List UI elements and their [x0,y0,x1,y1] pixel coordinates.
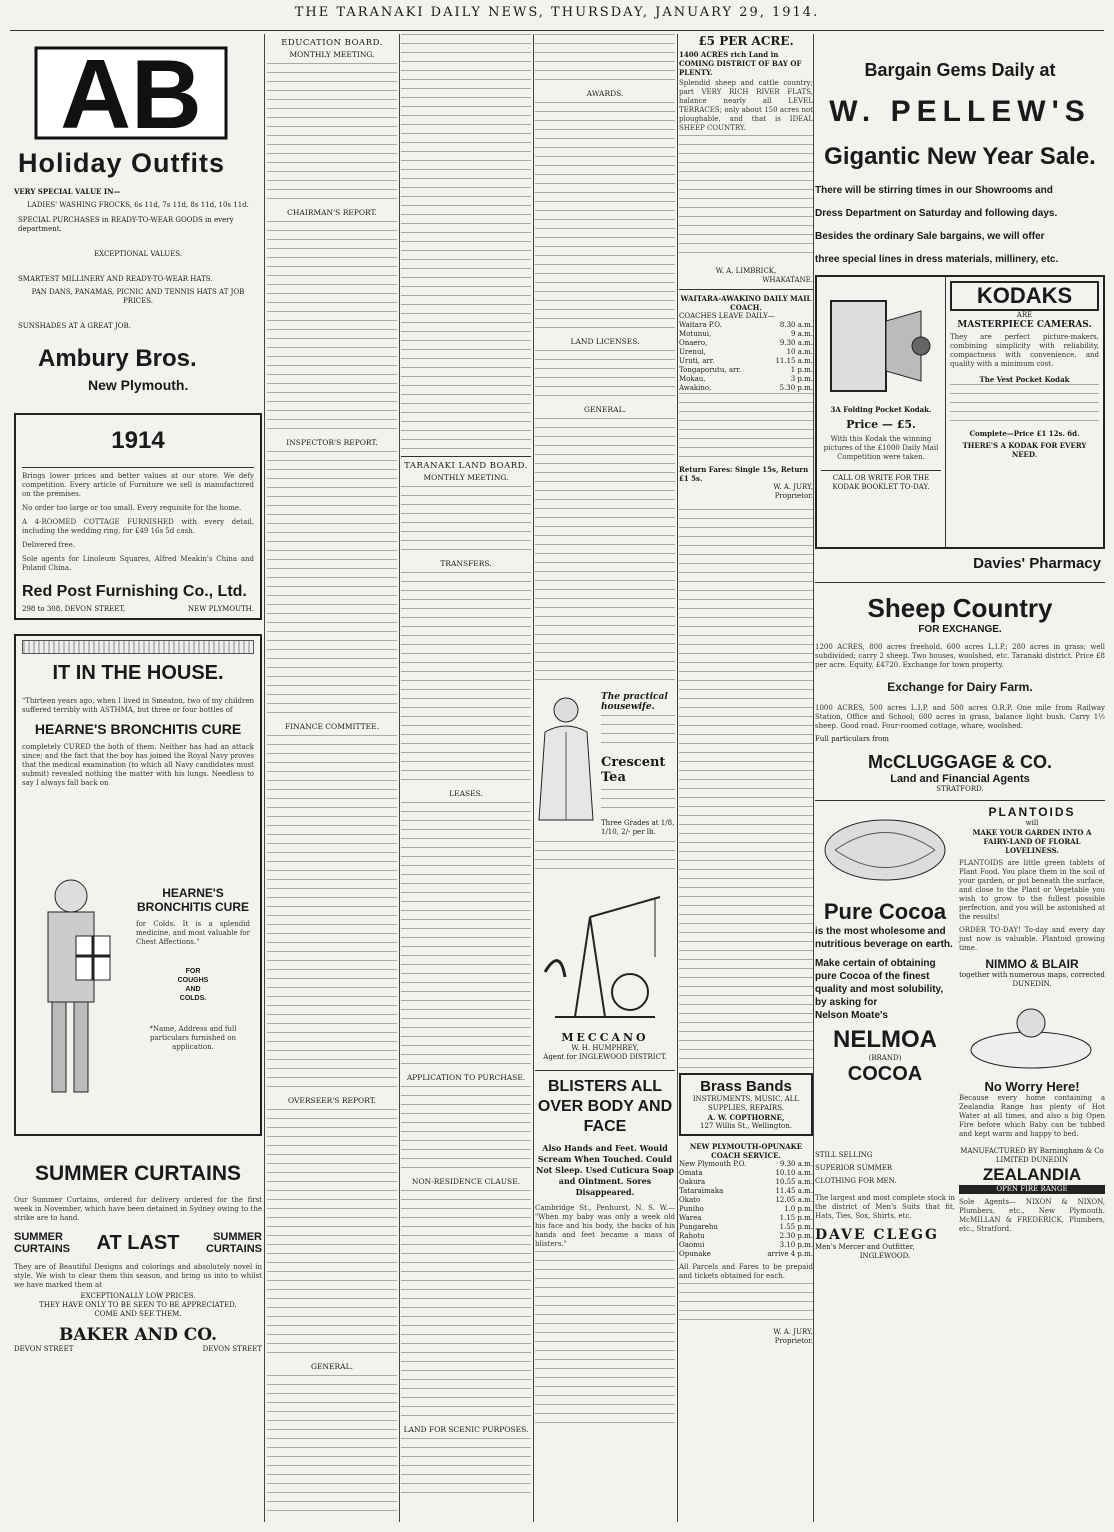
kodak-every: THERE'S A KODAK FOR EVERY NEED. [962,441,1087,459]
baker-text: Our Summer Curtains, ordered for delivery ordered for the first week in November, which have been detained in Sydney owing to the strike are to hand. [14,1196,262,1222]
plantoids-tag: MAKE YOUR GARDEN INTO A FAIRY-LAND OF FLORAL LOVELINESS. [972,828,1092,855]
np-owner: W. A. JURY, [773,1328,813,1336]
zealandia-mfr: MANUFACTURED BY Barningham & Co LIMITED DUNEDIN [960,1147,1104,1164]
news-text-block [267,221,397,437]
timetable-stop: Tongaporutu, arr. [679,366,742,374]
np-coach-heading: NEW PLYMOUTH-OPUNAKE COACH SERVICE. [689,1142,803,1160]
pellew-text: Dress Department on Saturday and following days. [815,208,1058,219]
dairy-body: 1000 ACRES, 500 acres L.I.P. and 500 acres O.R.P. One mile from Railway Station, Office and School; 600 acres in grass, balance light bush. Carry 1½ sheep. Good road. Four-roomed cottage, whare, woolshed. [815,704,1105,730]
timetable-stop: Waitara P.O. [679,321,722,329]
timetable-row [679,321,813,330]
section-subheading: CHAIRMAN'S REPORT. [287,208,377,217]
hearne-for: FOR [185,968,201,975]
timetable-row [679,1232,813,1241]
brass-sub: INSTRUMENTS, MUSIC, ALL SUPPLIES, REPAIRS. [692,1095,800,1112]
section-heading: EDUCATION BOARD. [281,38,383,48]
land-lead: 1400 ACRES rich Land in COMING DISTRICT OF BAY OF PLENTY. [679,50,802,77]
news-text-block [535,1251,675,1431]
ab-line: SMARTEST MILLINERY AND READY-TO-WEAR HATS. [18,275,213,283]
ab-line: EXCEPTIONAL VALUES. [93,250,183,258]
hearne-note: *Name, Address and full particulars furnished on application. [149,1025,237,1051]
worry-heading: No Worry Here! [984,1079,1080,1094]
baker-text: COME AND SEE THEM. [94,1310,182,1318]
news-text-block [601,789,675,816]
column-awards [535,34,675,1518]
news-text-block [267,1109,397,1361]
masthead: THE TARANAKI DAILY NEWS, THURSDAY, JANUARY 29, 1914. [294,5,820,20]
baker-addr: DEVON STREET [202,1345,262,1353]
timetable-time: 9.30 a.m. [779,339,813,347]
column-rule [533,34,534,1522]
news-text-block [679,1283,813,1328]
land-body: Splendid sheep and cattle country; part VERY RICH RIVER FLATS, balance nearly all LEVEL TERRACES; only about 150 acres not ploughable, and that is IDEAL SHEEP COUNTRY. [679,79,813,132]
section-subheading: APPLICATION TO PURCHASE. [406,1073,526,1082]
timetable-time: 9.30 a.m. [779,1160,813,1168]
meccano-crane-illustration [535,877,675,1027]
timetable-stop: Rahotu [679,1232,705,1240]
baker-right: SUMMER CURTAINS [205,1231,262,1255]
coach-subheading: COACHES LEAVE DAILY— [679,312,775,320]
hearne-quote: "Thirteen years ago, when I lived in Smeaton, two of my children suffered terribly with ASTHMA, but three or four bottles of [22,697,254,714]
timetable-row [679,1169,813,1178]
nelmoa-cocoa: COCOA [847,1063,923,1085]
timetable-time: 11.15 a.m. [775,357,813,365]
baker-title: SUMMER CURTAINS [34,1162,242,1185]
np-note: All Parcels and Fares to be prepaid and tickets obtained for each. [679,1263,813,1280]
zealandia-agents: Sole Agents— NIXON & NIXON, Plumbers, etc., New Plymouth. McMILLAN & FREDERICK, Plumbers, etc., Stratford. [959,1198,1105,1233]
hearne-colds: COLDS. [179,995,207,1002]
divider [22,467,254,468]
timetable-row [679,357,813,366]
section-subheading: GENERAL. [584,405,626,414]
section-subheading: INSPECTOR'S REPORT. [286,438,378,447]
dairy-more: Full particulars from [815,735,889,743]
np-prop: Proprietor. [774,1337,813,1345]
kodaks-are: ARE [1016,311,1033,319]
baker-mid: AT LAST [96,1231,180,1254]
timetable-time: 9 a.m. [791,330,813,338]
timetable-time: 3.10 p.m. [779,1241,813,1249]
news-text-block [679,393,813,465]
divider [535,1070,675,1071]
knight-illustration [26,866,116,1116]
timetable-time: 5.30 p.m. [779,384,813,392]
coach-heading: WAITARA-AWAKINO DAILY MAIL COACH. [680,294,812,312]
divider [401,456,531,457]
section-subheading: FINANCE COMMITTEE. [285,722,379,731]
column-rule [813,34,814,1522]
news-text-block [601,715,675,751]
news-text-block [535,34,675,88]
news-text-block [267,63,397,207]
per-acre-heading: £5 PER ACRE. [698,34,794,48]
dave-clegg: DAVE CLEGG [815,1227,939,1243]
baker-ad [14,1162,262,1354]
cocoa-pod-illustration [815,805,955,895]
news-text-block [950,384,1099,429]
plantoids-will: will [1025,819,1039,827]
kodaks-body: They are perfect picture-makers, combining simplicity with reliability, compactness with convenience, and quality with a minimum cost. [950,333,1099,368]
plantoids-order: ORDER TO-DAY! To-day and every day just now is valuable. Plantoid growing time. [959,926,1105,952]
red-post-text: No order too large or too small. Every requisite for the home. [22,504,242,512]
timetable-row [679,339,813,348]
section-subheading: TRANSFERS. [440,559,492,568]
baker-addr: DEVON STREET [14,1345,74,1353]
pellew-text: There will be stirring times in our Showrooms and [815,185,1053,196]
section-subheading: MONTHLY MEETING. [423,473,509,482]
timetable-row [679,1241,813,1250]
section-subheading: GENERAL. [311,1362,353,1371]
coach-prop: Proprietor. [774,492,813,500]
column-education-board [267,34,397,1518]
nimmo-sub: together with numerous maps, corrected [959,971,1105,979]
news-text-block [535,350,675,404]
kodak-call: CALL OR WRITE FOR THE KODAK BOOKLET TO-DAY. [821,470,941,492]
column-ads-left [14,34,262,1518]
section-subheading: LEASES. [449,789,483,798]
timetable-row [679,375,813,384]
still-text: SUPERIOR SUMMER [815,1164,893,1172]
timetable-stop: Pungarehu [679,1223,718,1231]
timetable-row [679,384,813,393]
pellew-heading: W. PELLEW'S [829,95,1091,128]
hearne-side: for Colds. It is a splendid medicine, and most valuable for Chest Affections." [136,920,250,946]
dave-sub: Men's Mercer and Outfitter, [815,1243,915,1251]
hearne-ad [14,634,262,1136]
section-subheading: NON-RESIDENCE CLAUSE. [411,1177,521,1186]
worry-body: Because every home containing a Zealandia Range has plenty of Hot Water at all times, and also a big Open Fire before which Baby can be tubbed and kept warm and happy to bed. [959,1094,1105,1138]
timetable-time: 11.45 a.m. [775,1187,813,1195]
cocoa-text: Nelson Moate's [815,1010,888,1021]
news-text-block [267,451,397,721]
red-post-text: Delivered free. [22,541,75,549]
column-land-board [401,34,531,1518]
section-subheading: MONTHLY MEETING. [289,50,375,59]
section-subheading: LAND LICENSES. [570,337,640,346]
book-title: The practical housewife. [601,692,668,712]
timetable-time: 1.15 p.m. [779,1214,813,1222]
kodaks-title: KODAKS [950,281,1099,311]
baker-left: SUMMER CURTAINS [14,1231,71,1255]
news-text-block [401,34,531,452]
section-subheading: OVERSEER'S REPORT. [288,1096,376,1105]
mccluggage-heading: McCLUGGAGE & CO. [867,752,1052,772]
timetable-row [679,348,813,357]
masthead-rule [10,30,1104,31]
land-agent-town: WHAKATANE. [762,276,813,284]
brass-title: Brass Bands [700,1078,792,1095]
ambury-firm: Ambury Bros. [38,345,197,372]
brass-addr: 127 Willis St., Wellington. [700,1122,792,1130]
np-coach-timetable [679,1160,813,1259]
timetable-time: 1.0 p.m. [784,1205,813,1213]
kodak-model: 3A Folding Pocket Kodak. [830,405,932,414]
timetable-stop: Oaonui [679,1241,705,1249]
timetable-time: 1.55 p.m. [779,1223,813,1231]
timetable-row [679,366,813,375]
pellew-text: three special lines in dress materials, millinery, etc. [815,254,1059,265]
timetable-stop: Oakura [679,1178,706,1186]
baby-bath-illustration [959,995,1103,1075]
kodak-price: Price — £5. [846,418,916,431]
baker-text: They are of Beautiful Designs and colorings and absolutely novel in style. We wish to clear them this season, and bring us into to whilst we have marked them at [14,1263,262,1289]
still-text: The largest and most complete stock in the district of Men's Suits that fit, Hats, Ties, Sox, Shirts, etc. [815,1194,955,1220]
mccluggage-sub: Land and Financial Agents [890,773,1030,785]
cuticura-text: Cambridge St., Penhurst, N. S. W.— "When my baby was only a week old his face and his body, the backs of his hands and feet became a mass of blisters." [535,1204,675,1248]
meccano-sub: Agent for INGLEWOOD DISTRICT. [543,1053,667,1061]
cocoa-text: Make certain of obtaining pure Cocoa of the finest quality and most solubility, by asking for [815,958,944,1008]
timetable-time: 10 a.m. [786,348,813,356]
column-ads-right [815,34,1105,1518]
news-text-block [535,841,675,877]
cocoa-title: Pure Cocoa [823,899,947,924]
meccano-title: MECCANO [561,1031,649,1044]
davies-pharmacy: Davies' Pharmacy [973,555,1101,572]
baker-text: THEY HAVE ONLY TO BE SEEN TO BE APPRECIATED. [39,1301,237,1309]
timetable-time: 10.55 a.m. [775,1178,813,1186]
timetable-stop: Uruti, arr. [679,357,715,365]
timetable-time: 8.30 a.m. [779,321,813,329]
housewife-illustration [535,692,597,822]
timetable-stop: Motunui, [679,330,712,338]
section-subheading: LAND FOR SCENIC PURPOSES. [403,1425,529,1434]
pellew-text: Besides the ordinary Sale bargains, we will offer [815,231,1045,242]
zealandia-title: ZEALANDIA [982,1165,1082,1184]
kodak-vest-price: Complete—Price £1 12s. 6d. [969,429,1080,438]
column-land-coaches [679,34,813,1518]
kodak-ad [815,275,1105,549]
brass-firm: A. W. COPTHORNE, [707,1113,785,1122]
hearne-product-2: HEARNE'S BRONCHITIS CURE [136,886,249,914]
timetable-stop: Onaero, [679,339,708,347]
news-text-block [401,1086,531,1176]
tea-price: Three Grades at 1/8, 1/10, 2/- per lb. [601,819,675,836]
blisters-sub: Also Hands and Feet. Would Scream When Touched. Could Not Sleep. Used Cuticura Soap and Ointment. Sores Disappeared. [536,1143,674,1197]
ab-line: SPECIAL PURCHASES in READY-TO-WEAR GOODS in every department. [18,216,234,233]
divider [815,582,1105,583]
timetable-row [679,1196,813,1205]
zealandia-range: OPEN FIRE RANGE [959,1185,1105,1194]
column-rule [399,34,400,1522]
timetable-row [679,1214,813,1223]
camera-illustration [821,281,931,401]
timetable-time: 1 p.m. [790,366,813,374]
nimmo-town: DUNEDIN. [1012,980,1052,988]
ab-logo [34,42,234,142]
news-text-block [401,802,531,1072]
hearne-title: IT IN THE HOUSE. [52,662,224,684]
section-subheading: AWARDS. [586,89,624,98]
divider [815,800,1105,801]
blisters-title: BLISTERS ALL OVER BODY AND FACE [537,1078,673,1135]
timetable-stop: Urenui, [679,348,706,356]
kodak-note: With this Kodak the winning pictures of the £1000 Daily Mail Competition were taken. [823,435,939,461]
kodaks-sub: MASTERPIECE CAMERAS. [957,320,1092,330]
news-text-block [267,1375,397,1518]
red-post-text: Sole agents for Linoleum Squares, Alfred Meakin's China and Poland China. [22,555,254,572]
timetable-stop: Opunake [679,1250,711,1258]
land-agent: W. A. LIMBRICK, [715,267,777,275]
red-post-year: 1914 [111,427,165,454]
nelmoa-brand: NELMOA [833,1026,937,1053]
hearne-product: HEARNE'S BRONCHITIS CURE [34,721,242,737]
news-text-block [679,509,813,1069]
crescent-tea: Crescent Tea [601,755,666,785]
timetable-row [679,1223,813,1232]
timetable-row [679,330,813,339]
timetable-row [679,1178,813,1187]
section-heading: TARANAKI LAND BOARD. [404,461,528,471]
news-text-block [401,1190,531,1424]
hearne-body: completely CURED the both of them. Neither has had an attack since; and the fact that the boy has joined the Royal Navy proves that the medical examination (to which all Navy candidates must submit) revealed nothing the matter with his lungs. Needless to say I always fall back on [22,743,254,787]
ab-line: VERY SPECIAL VALUE IN— [14,187,121,196]
mccluggage-town: STRATFORD. [936,785,984,793]
ab-line: PAN DANS, PANAMAS, PICNIC AND TENNIS HATS AT JOB PRICES. [31,288,245,305]
timetable-stop: Okato [679,1196,701,1204]
dave-town: INGLEWOOD. [859,1252,911,1260]
timetable-time: arrive 4 p.m. [767,1250,813,1258]
news-text-block [401,1438,531,1498]
ab-line: LADIES' WASHING FROCKS, 6s 11d, 7s 11d, 8s 11d, 10s 11d. [27,201,249,209]
coach-timetable [679,321,813,393]
news-text-block [535,102,675,336]
cocoa-text: is the most wholesome and nutritious beverage on earth. [815,926,953,950]
timetable-row [679,1160,813,1169]
timetable-time: 12.05 a.m. [775,1196,813,1204]
bargain-heading: Bargain Gems Daily at [864,60,1056,80]
meccano-agent: W. H. HUMPHREY, [571,1044,639,1052]
ab-headline: Holiday Outfits [18,148,226,178]
plantoids-body: PLANTOIDS are little green tablets of Plant Food. You place them in the soil of your garden, or put beneath the surface, and close to the Plant or Vegetable you wish to grow to the fullest possible perfection, and you will be astonished at the results! [959,859,1105,921]
ambury-town: New Plymouth. [88,377,189,393]
red-post-text: Brings lower prices and better values at our store. We defy competition. Every article of Furniture we sell is manufactured on the premises. [22,472,254,498]
news-text-block [401,486,531,558]
timetable-row [679,1187,813,1196]
hearne-and: AND [185,986,201,993]
news-text-block [535,418,675,688]
coach-fare: Return Fares: Single 15s, Return £1 5s. [679,465,809,483]
timetable-stop: Omata [679,1169,703,1177]
timetable-time: 10.10 a.m. [775,1169,813,1177]
news-text-block [401,572,531,788]
baker-firm: BAKER AND CO. [59,1325,217,1345]
divider [679,289,813,290]
news-text-block [679,135,813,261]
red-post-address: 298 to 308, DEVON STREET, [22,605,126,613]
red-post-firm: Red Post Furnishing Co., Ltd. [22,583,247,600]
timetable-time: 2.30 p.m. [779,1232,813,1240]
sheep-body: 1200 ACRES, 800 acres freehold, 600 acres L.I.P.; 280 acres in grass; well subdivided; carry 2 sheep. Two houses, woolshed, etc. Taranaki district. Price £8 per acre. Equity, £4720. Exchange for town property. [815,643,1105,669]
timetable-stop: Awakino, [679,384,712,392]
red-post-ad [14,413,262,620]
timetable-row [679,1250,813,1259]
hearne-coughs: COUGHS [177,977,209,984]
book-illustration [535,692,675,837]
timetable-stop: Mokau, [679,375,706,383]
timetable-stop: Warea [679,1214,702,1222]
timetable-time: 3 p.m. [790,375,813,383]
timetable-row [679,1205,813,1214]
timetable-stop: New Plymouth P.O. [679,1160,747,1168]
ab-logo-graphic [34,42,234,142]
plantoids-heading: PLANTOIDS [988,805,1076,819]
sheep-sub: FOR EXCHANGE. [918,624,1002,635]
sheep-heading: Sheep Country [867,593,1053,623]
red-post-text: A 4-ROOMED COTTAGE FURNISHED with every detail, including the wedding ring, for £49 16s 5d cash. [22,518,254,535]
hearne-banner [22,640,254,654]
red-post-town: NEW PLYMOUTH. [188,605,254,613]
ab-line: SUNSHADES AT A GREAT JOB. [18,322,131,330]
dairy-heading: Exchange for Dairy Farm. [887,680,1033,694]
kodak-vest: The Vest Pocket Kodak [979,375,1070,384]
still-text: STILL SELLING [815,1151,873,1159]
baker-text: EXCEPTIONALLY LOW PRICES. [80,1292,196,1300]
column-rule [264,34,265,1522]
column-rule [677,34,678,1522]
still-text: CLOTHING FOR MEN. [815,1177,897,1185]
timetable-stop: Tataraimaka [679,1187,724,1195]
nimmo-firm: NIMMO & BLAIR [985,957,1079,971]
gigantic-heading: Gigantic New Year Sale. [824,143,1096,170]
brass-bands-ad [679,1073,813,1136]
coach-owner: W. A. JURY, [773,483,813,491]
ab-logo-text: AB [60,42,202,142]
news-text-block [267,735,397,1095]
timetable-stop: Puniho [679,1205,704,1213]
nelmoa-brand-sub: (BRAND) [868,1054,902,1062]
